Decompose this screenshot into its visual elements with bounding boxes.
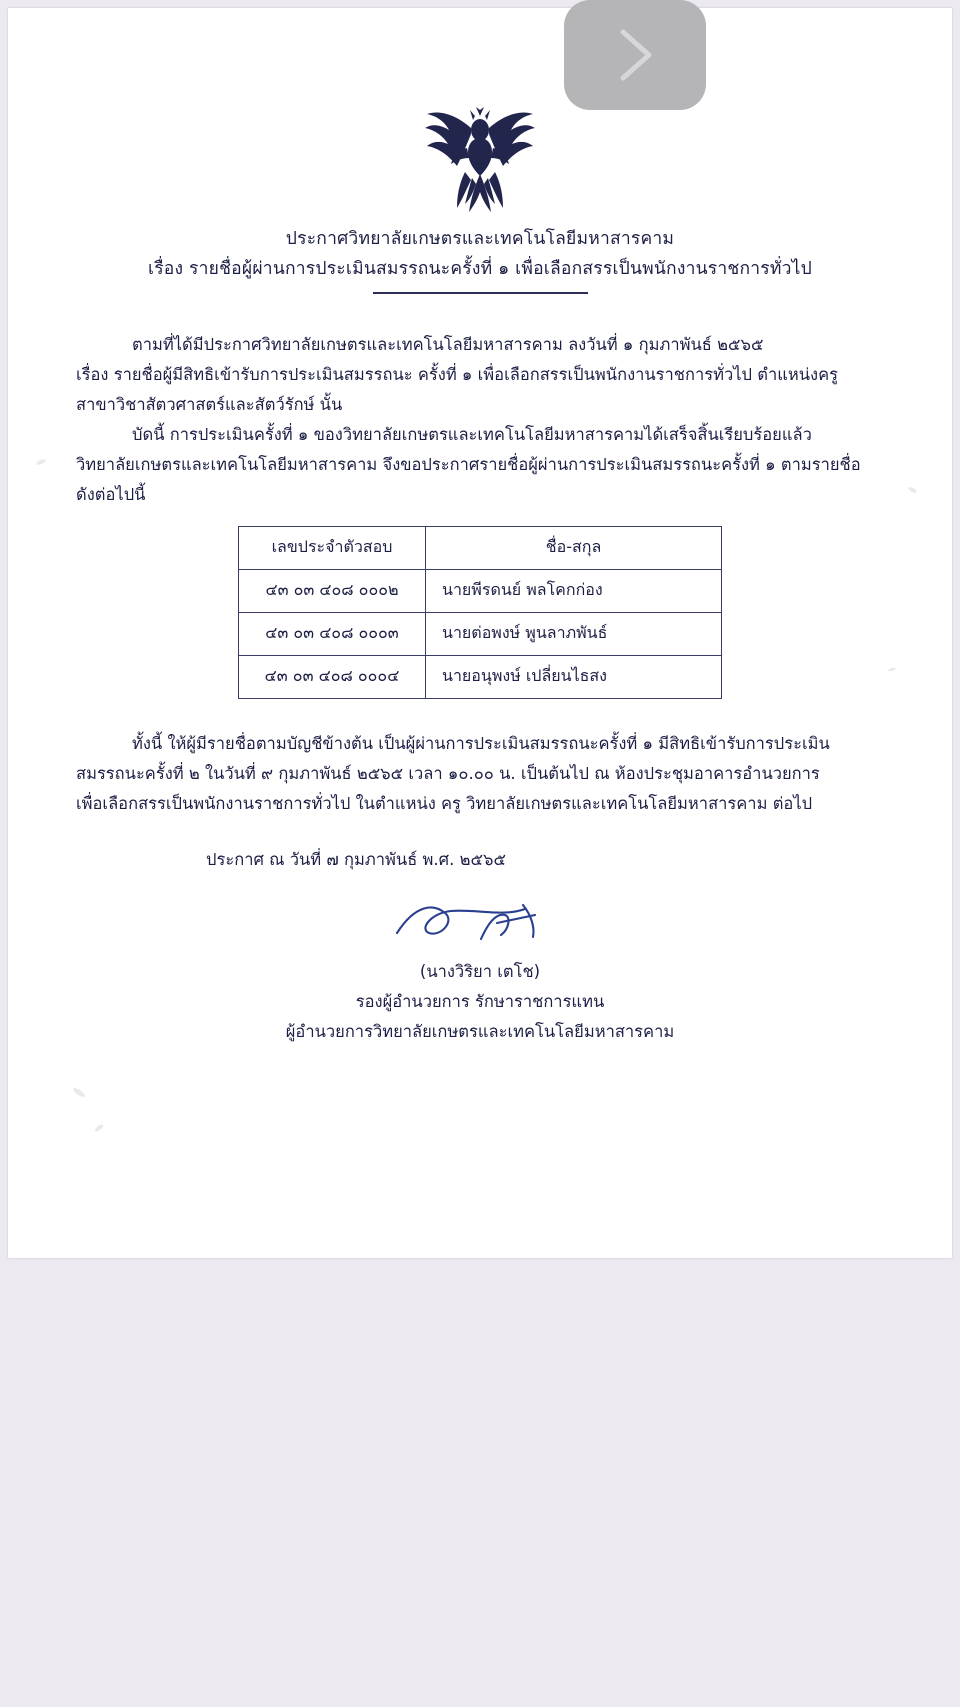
chevron-right-icon — [605, 20, 665, 90]
paragraph-1-line-3: สาขาวิชาสัตวศาสตร์และสัตว์รักษ์ นั้น — [76, 395, 343, 414]
paragraph-3 — [76, 729, 884, 819]
cell-full-name: นายพีรดนย์ พลโคกก่อง — [426, 570, 722, 613]
candidates-table — [238, 526, 722, 699]
table-row — [239, 613, 722, 656]
paragraph-2-line-3: ดังต่อไปนี้ — [76, 485, 146, 504]
heading-divider — [373, 292, 588, 294]
paragraph-1-line-2: เรื่อง รายชื่อผู้มีสิทธิเข้ารับการประเมินสมรรถนะ ครั้งที่ ๑ เพื่อเลือกสรรเป็นพนักงานราชการทั่วไป ตำแหน่งครู — [76, 365, 838, 384]
cell-exam-number: ๔๓ ๐๓ ๔๐๘ ๐๐๐๓ — [239, 613, 426, 656]
cell-full-name: นายอนุพงษ์ เปลี่ยนไธสง — [426, 656, 722, 699]
paragraph-1 — [76, 330, 884, 420]
document-heading-line-2: เรื่อง รายชื่อผู้ผ่านการประเมินสมรรถนะครั้งที่ ๑ เพื่อเลือกสรรเป็นพนักงานราชการทั่วไป — [148, 259, 812, 279]
announcement-date: ประกาศ ณ วันที่ ๗ กุมภาพันธ์ พ.ศ. ๒๕๖๕ — [206, 850, 506, 869]
paragraph-2 — [76, 420, 884, 510]
cell-exam-number: ๔๓ ๐๓ ๔๐๘ ๐๐๐๒ — [239, 570, 426, 613]
signer-name: (นางวิริยา เตโช) — [419, 962, 541, 981]
signer-office: ผู้อำนวยการวิทยาลัยเกษตรและเทคโนโลยีมหาสารคาม — [285, 1022, 675, 1041]
paragraph-3-line-1: ทั้งนี้ ให้ผู้มีรายชื่อตามบัญชีข้างต้น เป็นผู้ผ่านการประเมินสมรรถนะครั้งที่ ๑ มีสิทธิเข้ารับการประเมิน — [132, 734, 830, 753]
signer-position: รองผู้อำนวยการ รักษาราชการแทน — [355, 992, 605, 1011]
paragraph-1-line-1: ตามที่ได้มีประกาศวิทยาลัยเกษตรและเทคโนโลยีมหาสารคาม ลงวันที่ ๑ กุมภาพันธ์ ๒๕๖๕ — [132, 335, 764, 354]
document-page — [8, 8, 952, 1258]
table-row — [239, 656, 722, 699]
signer-block — [76, 957, 884, 1047]
next-page-button[interactable] — [564, 0, 706, 110]
column-header-full-name: ชื่อ-สกุล — [426, 527, 722, 570]
garuda-emblem — [8, 94, 952, 224]
paragraph-2-line-2: วิทยาลัยเกษตรและเทคโนโลยีมหาสารคาม จึงขอประกาศรายชื่อผู้ผ่านการประเมินสมรรถนะครั้งที่ ๑ ตามรายชื่อ — [76, 455, 861, 474]
cell-full-name: นายต่อพงษ์ พูนลาภพันธ์ — [426, 613, 722, 656]
document-heading-line-1: ประกาศวิทยาลัยเกษตรและเทคโนโลยีมหาสารคาม — [285, 229, 675, 249]
cell-exam-number: ๔๓ ๐๓ ๔๐๘ ๐๐๐๔ — [239, 656, 426, 699]
document-body — [76, 330, 884, 1047]
signature-scribble — [76, 897, 884, 957]
paragraph-3-line-3: เพื่อเลือกสรรเป็นพนักงานราชการทั่วไป ในตำแหน่ง ครู วิทยาลัยเกษตรและเทคโนโลยีมหาสารคาม ต่อไป — [76, 794, 813, 813]
table-header-row — [239, 527, 722, 570]
paragraph-2-line-1: บัดนี้ การประเมินครั้งที่ ๑ ของวิทยาลัยเกษตรและเทคโนโลยีมหาสารคามได้เสร็จสิ้นเรียบร้อยแล้ว — [132, 425, 812, 444]
column-header-exam-number: เลขประจำตัวสอบ — [239, 527, 426, 570]
paragraph-3-line-2: สมรรถนะครั้งที่ ๒ ในวันที่ ๙ กุมภาพันธ์ ๒๕๖๕ เวลา ๑๐.๐๐ น. เป็นต้นไป ณ ห้องประชุมอาคารอำนวยการ — [76, 764, 820, 783]
table-row — [239, 570, 722, 613]
